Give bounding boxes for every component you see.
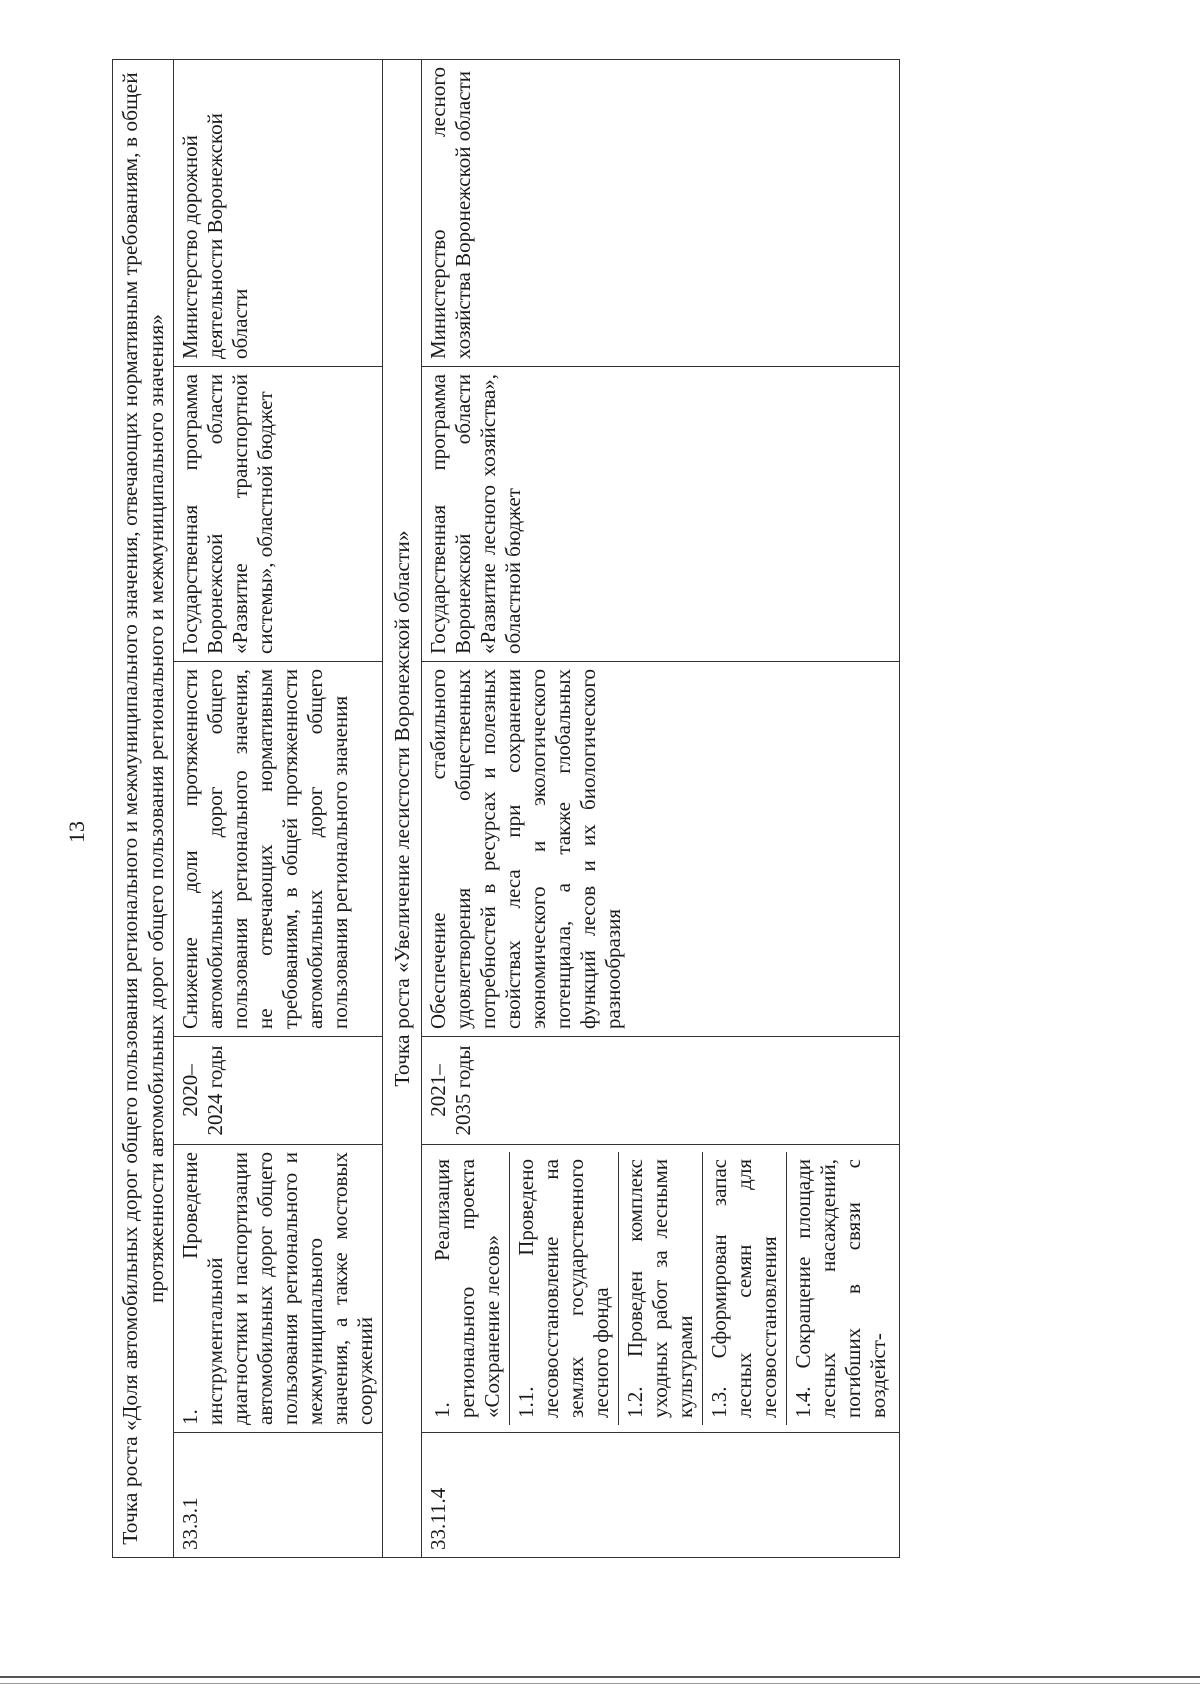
row-code: 33.11.4	[422, 1433, 900, 1558]
period-cell: 2020–2024 годы	[174, 1037, 383, 1145]
measure-item: 1.4. Сокращение площади лесных насаждений, погибших в связи с воздейст-	[786, 1152, 895, 1425]
group-heading: Точка роста «Увеличение лесистости Воронежской области»	[383, 59, 422, 1557]
scan-edge-line	[0, 1683, 1200, 1684]
program-cell: Государственная программа Воронежской области «Развитие транспортной системы», областной бюджет	[174, 367, 383, 662]
scan-edge-line	[0, 1676, 1200, 1678]
executor-cell: Министерство лесного хозяйства Воронежской области	[422, 59, 900, 366]
result-cell: Снижение доли протяженности автомобильных дорог общего пользования регионального значения, не отвечающих нормативным требованиям, в общей протяженности автомобильных дорог общего пользования регионального значения	[174, 662, 383, 1037]
table-row	[422, 59, 900, 1557]
growth-points-table	[112, 59, 900, 1558]
group-heading: Точка роста «Доля автомобильных дорог общего пользования регионального и межмуниципального значения, отвечающих нормативным требованиям, в общей протяженности автомобильных дорог общего пользования регионального и межмуниципального значения»	[113, 59, 174, 1557]
result-cell: Обеспечение стабильного удовлетворения общественных потребностей в ресурсах и полезных свойствах леса при сохранении экономического и экологического потенциала, а также глобальных функций лесов и их биологического разнообразия	[422, 662, 900, 1037]
page-number: 13	[64, 821, 89, 843]
executor-cell: Министерство дорожной деятельности Воронежской области	[174, 59, 383, 366]
group-heading-row	[383, 59, 422, 1557]
measure-item: 1.1. Проведено лесовосстановление на землях государственного лесного фонда	[509, 1152, 618, 1425]
table-row	[174, 59, 383, 1557]
measure-item: 1.3. Сформирован запас лесных семян для лесовосстановления	[702, 1152, 786, 1425]
row-code: 33.3.1	[174, 1433, 383, 1558]
measure-item: 1.2. Проведен комплекс уходных работ за лесными культурами	[618, 1152, 702, 1425]
program-cell: Государственная программа Воронежской области «Развитие лесного хозяйства», областной бюджет	[422, 367, 900, 662]
measure-list	[422, 1145, 900, 1433]
measure-cell: 1. Проведение инструментальной диагностики и паспортизации автомобильных дорог общего пользования регионального и межмуниципального значения, а также мостовых сооружений	[174, 1145, 383, 1433]
period-cell: 2021–2035 годы	[422, 1037, 900, 1145]
group-heading-row	[113, 59, 174, 1557]
measure-item: 1. Реализация регионального проекта «Сохранение лесов»	[430, 1159, 504, 1418]
rotated-table-sheet	[112, 60, 1042, 1558]
